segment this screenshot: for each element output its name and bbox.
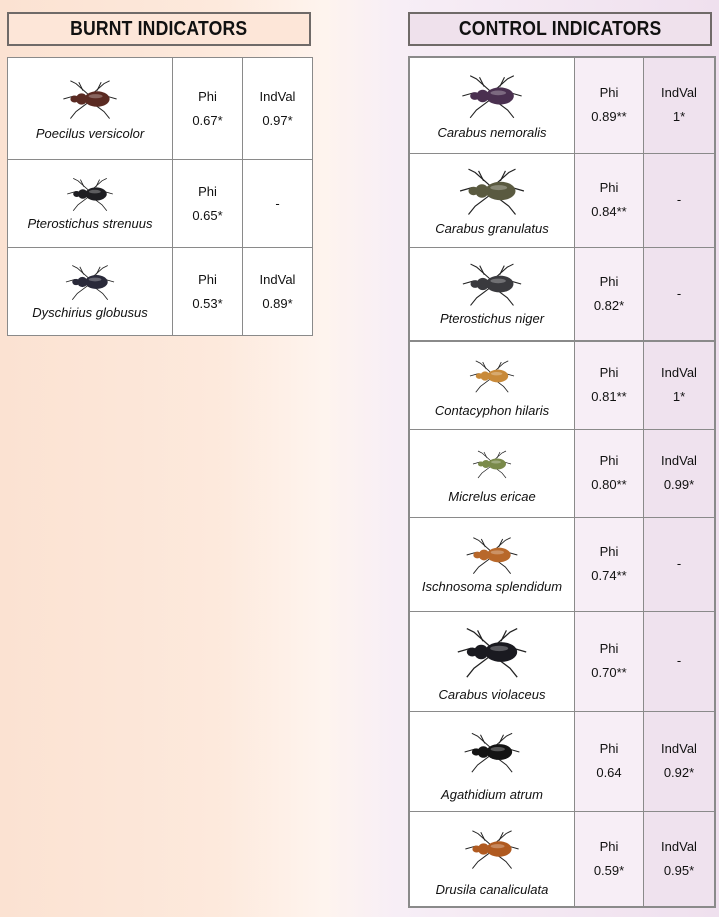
table-row (409, 517, 715, 611)
species-cell (409, 429, 575, 517)
indval-label: IndVal (661, 453, 697, 468)
phi-cell (575, 811, 644, 907)
species-name: Carabus granulatus (435, 220, 549, 236)
phi-label: Phi (198, 88, 217, 104)
indval-cell (243, 58, 313, 160)
indval-cell (644, 517, 716, 611)
species-name: Agathidium atrum (441, 786, 543, 802)
indval-value: 1* (672, 389, 686, 405)
phi-label: Phi (198, 183, 217, 199)
phi-value: 0.74** (591, 568, 627, 583)
phi-cell (173, 160, 243, 248)
phi-value: 0.70** (591, 665, 627, 680)
beetle-icon (467, 443, 517, 485)
species-cell (8, 160, 173, 248)
table-row (409, 57, 715, 153)
indval-label: IndVal (661, 838, 697, 854)
phi-cell (575, 341, 644, 429)
table-row (8, 160, 313, 248)
phi-cell (575, 429, 644, 517)
indval-cell (644, 611, 716, 711)
indval-value: - (676, 556, 682, 571)
beetle-icon (457, 820, 527, 878)
beetle-icon (55, 76, 125, 122)
phi-value: 0.67* (192, 112, 223, 128)
phi-value: 0.65* (192, 207, 223, 223)
species-name: Pterostichus strenuus (27, 216, 153, 231)
indval-value: 0.95* (663, 862, 695, 878)
indval-cell (644, 247, 716, 341)
beetle-icon (58, 263, 122, 301)
indval-value: - (275, 195, 280, 211)
indval-value: - (676, 192, 682, 207)
indval-value: 0.99* (663, 477, 695, 492)
indval-value: 0.89* (262, 295, 293, 311)
phi-cell (173, 58, 243, 160)
species-cell (409, 811, 575, 907)
indval-value: 0.92* (663, 765, 695, 780)
phi-value: 0.59* (593, 862, 625, 878)
indval-label: IndVal (661, 741, 697, 756)
phi-label: Phi (599, 273, 619, 289)
table-row (409, 611, 715, 711)
beetle-icon (447, 621, 537, 683)
phi-value: 0.82* (593, 297, 625, 313)
table-row (409, 153, 715, 247)
phi-cell (575, 611, 644, 711)
species-name: Pterostichus niger (439, 311, 545, 327)
burnt-indicators-table (7, 57, 313, 336)
phi-cell (575, 711, 644, 811)
indval-cell (644, 57, 716, 153)
burnt-indicators-title: BURNT INDICATORS (7, 12, 311, 46)
indval-cell (644, 429, 716, 517)
beetle-icon (58, 176, 122, 212)
species-name: Poecilus versicolor (35, 126, 145, 141)
indval-cell (644, 711, 716, 811)
species-cell (409, 341, 575, 429)
indval-label: IndVal (661, 85, 697, 101)
beetle-icon (449, 535, 535, 575)
phi-label: Phi (198, 271, 217, 287)
species-name: Carabus violaceus (438, 686, 546, 702)
indval-label: IndVal (259, 271, 296, 287)
species-name: Contacyphon hilaris (434, 402, 550, 418)
control-indicators-table (408, 56, 716, 908)
table-row (409, 429, 715, 517)
beetle-icon (453, 71, 531, 121)
species-cell (409, 517, 575, 611)
indval-cell (644, 811, 716, 907)
indval-value: - (676, 285, 682, 301)
phi-label: Phi (599, 741, 619, 756)
indval-label: IndVal (259, 88, 296, 104)
species-cell (409, 711, 575, 811)
indval-cell (243, 248, 313, 336)
beetle-icon (456, 721, 528, 783)
phi-cell (173, 248, 243, 336)
table-row (8, 58, 313, 160)
beetle-icon (450, 165, 534, 217)
species-name: Micrelus ericae (448, 488, 536, 504)
indval-cell (644, 341, 716, 429)
phi-label: Phi (599, 85, 619, 101)
indval-cell (243, 160, 313, 248)
indval-value: 0.97* (262, 112, 293, 128)
phi-value: 0.64 (596, 765, 622, 780)
species-cell (409, 247, 575, 341)
phi-label: Phi (599, 453, 619, 468)
species-cell (409, 611, 575, 711)
phi-value: 0.89** (591, 109, 627, 125)
species-cell (409, 57, 575, 153)
phi-label: Phi (599, 180, 619, 195)
phi-label: Phi (599, 838, 619, 854)
table-row (8, 248, 313, 336)
control-indicators-title: CONTROL INDICATORS (408, 12, 712, 46)
beetle-icon (453, 261, 531, 307)
species-name: Carabus nemoralis (437, 124, 547, 140)
indval-value: - (676, 653, 682, 668)
phi-value: 0.53* (192, 295, 223, 311)
phi-value: 0.81** (591, 389, 627, 405)
indval-cell (644, 153, 716, 247)
table-row (409, 247, 715, 341)
table-row (409, 711, 715, 811)
phi-cell (575, 153, 644, 247)
species-cell (409, 153, 575, 247)
phi-cell (575, 247, 644, 341)
table-row (409, 811, 715, 907)
phi-cell (575, 57, 644, 153)
phi-label: Phi (599, 544, 619, 559)
phi-cell (575, 517, 644, 611)
table-row (409, 341, 715, 429)
phi-value: 0.80** (591, 477, 627, 492)
species-name: Dyschirius globusus (32, 305, 148, 320)
phi-label: Phi (599, 641, 619, 656)
species-name: Ischnosoma splendidum (421, 578, 563, 594)
indval-label: IndVal (661, 365, 697, 381)
species-cell (8, 58, 173, 160)
phi-value: 0.84** (591, 204, 627, 219)
species-name: Drusila canaliculata (435, 882, 549, 898)
beetle-icon (463, 353, 521, 399)
phi-label: Phi (599, 365, 619, 381)
species-cell (8, 248, 173, 336)
indval-value: 1* (672, 109, 686, 125)
